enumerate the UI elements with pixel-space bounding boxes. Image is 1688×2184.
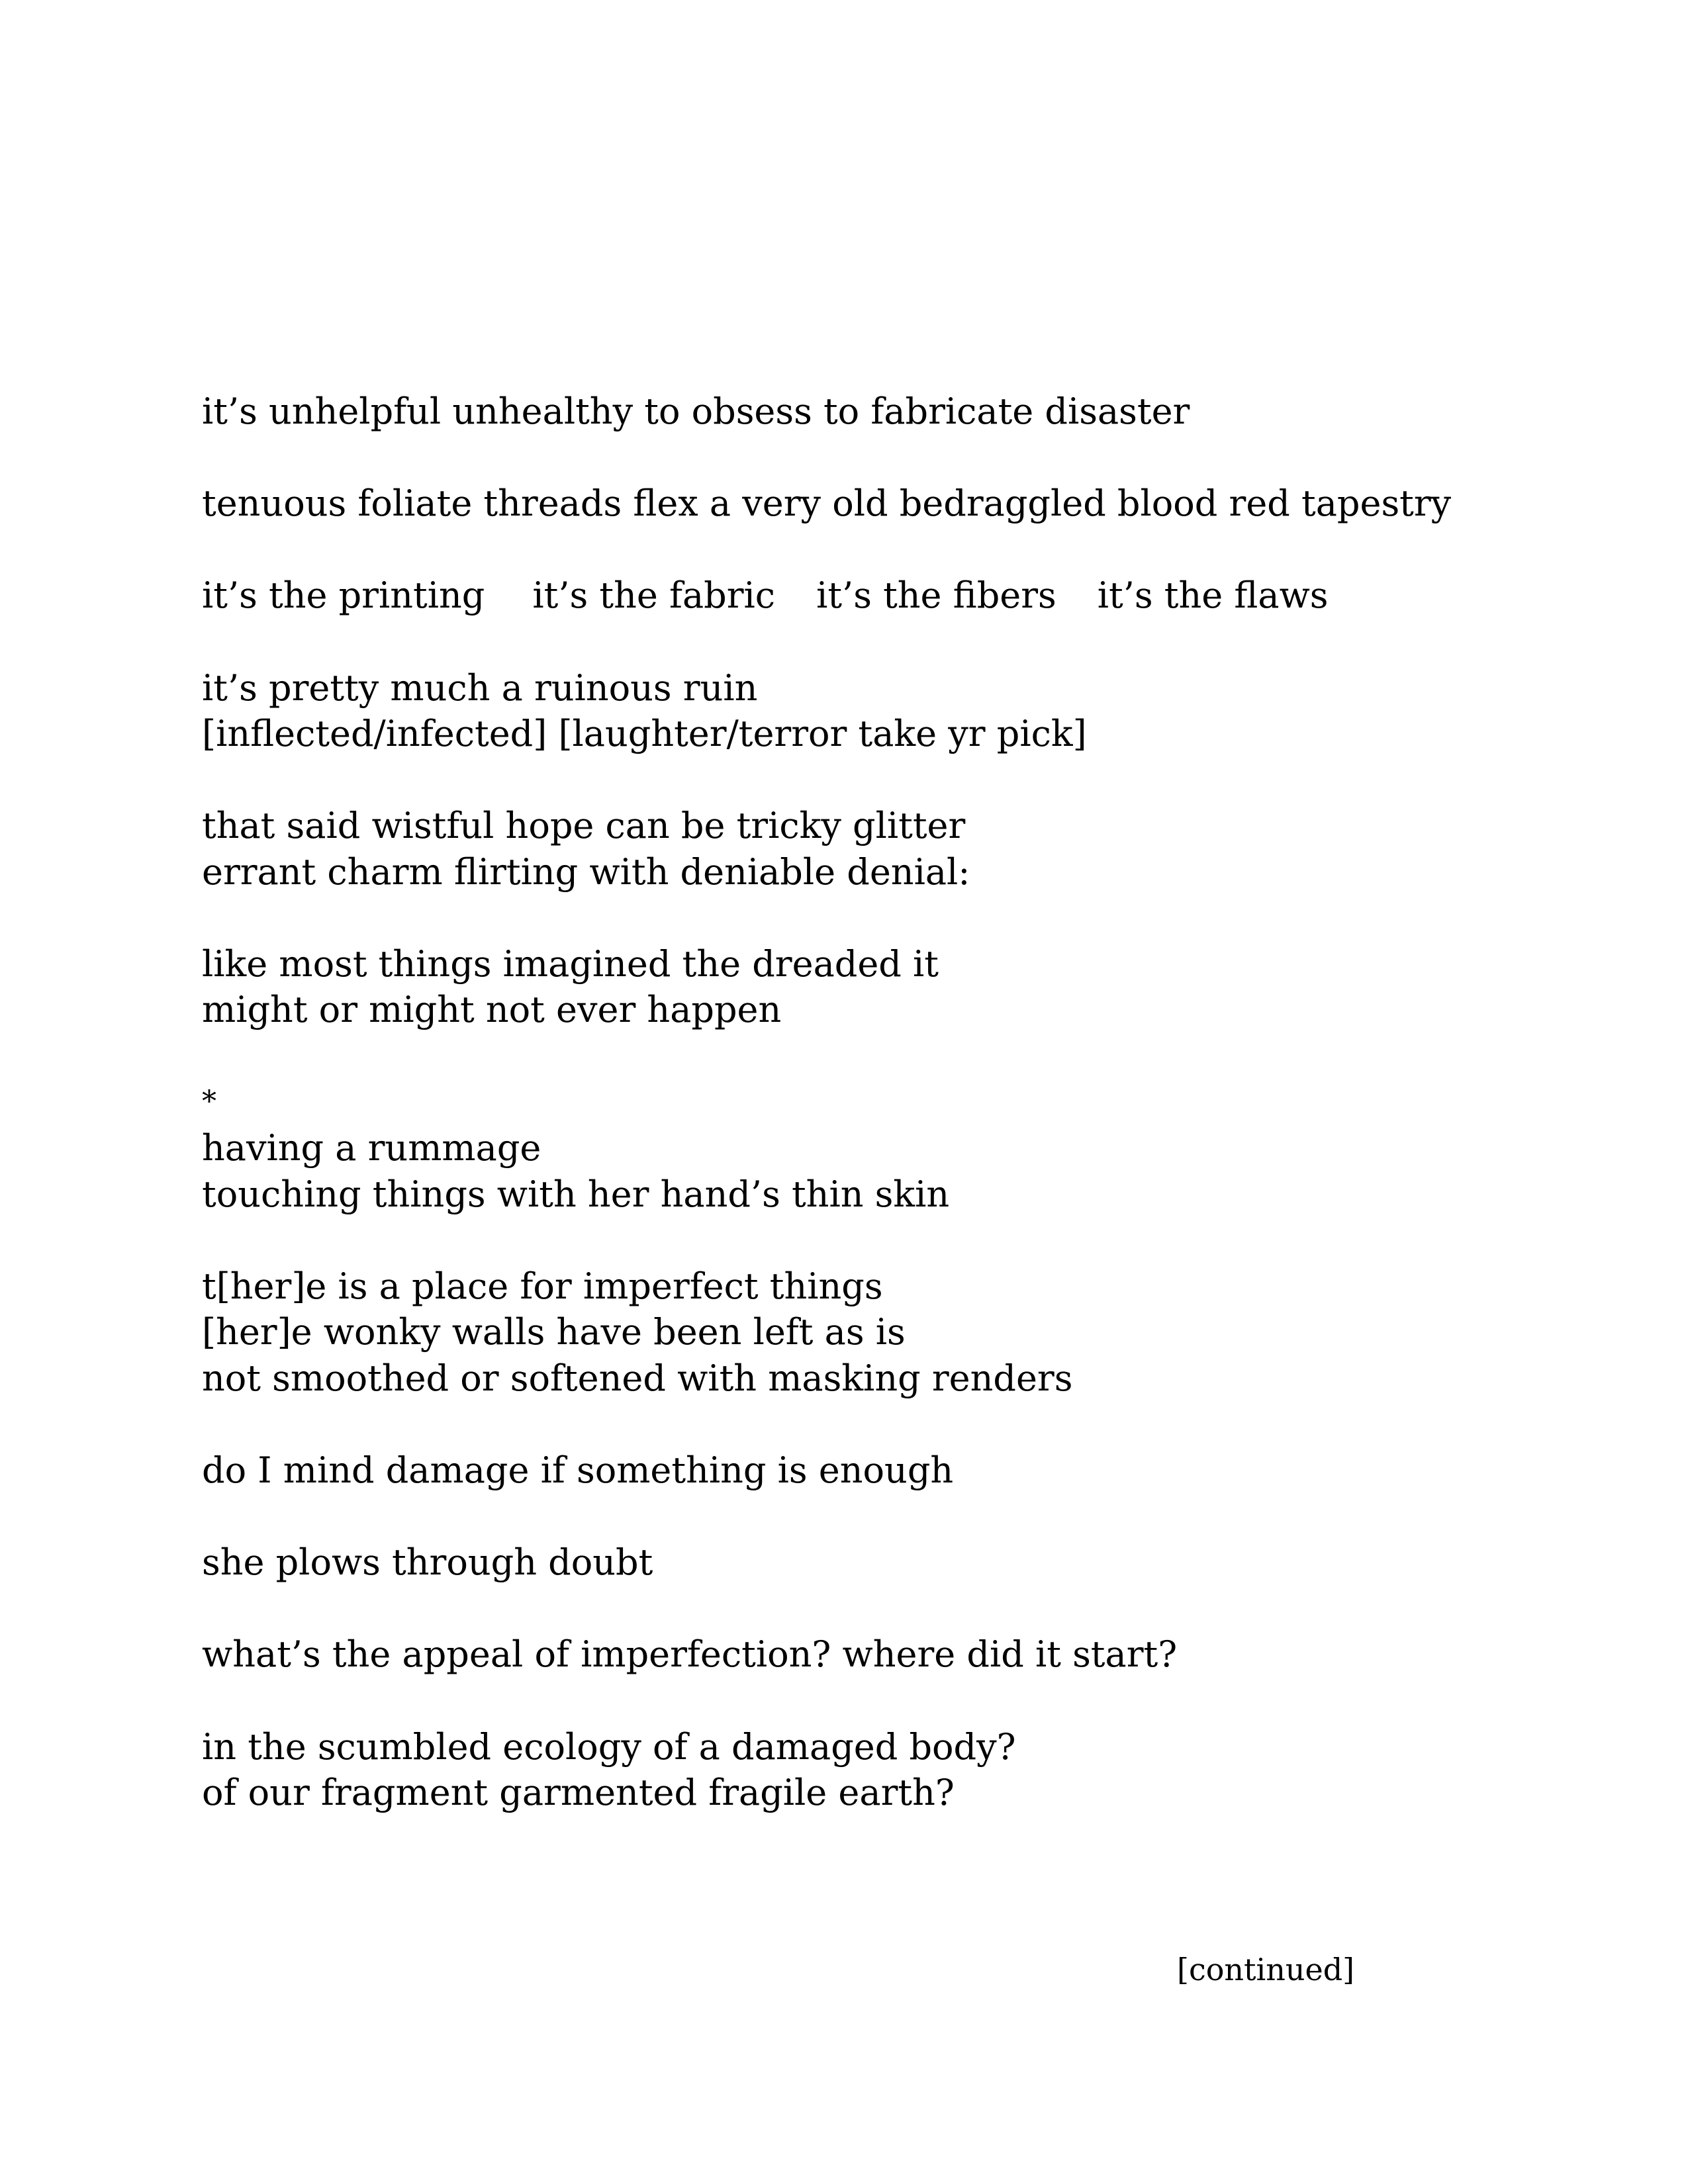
- section-divider-asterisk: *: [202, 1085, 216, 1118]
- phrase-fibers: it’s the fibers: [816, 574, 1056, 616]
- poem-line-5: [inflected/infected] [laughter/terror take yr pick]: [202, 713, 1087, 754]
- poem-line-4: it’s pretty much a ruinous ruin: [202, 667, 758, 709]
- poem-line-8: like most things imagined the dreaded it: [202, 943, 939, 985]
- poem-line-19: of our fragment garmented fragile earth?: [202, 1772, 955, 1813]
- poem-line-17: what’s the appeal of imperfection? where did it start?: [202, 1633, 1178, 1675]
- phrase-flaws: it’s the flaws: [1097, 574, 1329, 616]
- poem-line-2: tenuous foliate threads flex a very old bedraggled blood red tapestry: [202, 482, 1452, 524]
- phrase-fabric: it’s the fabric: [532, 574, 776, 616]
- poem-line-14: not smoothed or softened with masking renders: [202, 1357, 1073, 1399]
- poem-line-6: that said wistful hope can be tricky glitter: [202, 805, 966, 846]
- poem-line-1: it’s unhelpful unhealthy to obsess to fabricate disaster: [202, 390, 1190, 432]
- poem-line-3: [202, 574, 1329, 616]
- poem-line-12: t[her]e is a place for imperfect things: [202, 1265, 883, 1307]
- poem-line-11: touching things with her hand’s thin skin: [202, 1173, 950, 1215]
- poem-line-13: [her]e wonky walls have been left as is: [202, 1311, 906, 1353]
- continued-note: [continued]: [1177, 1952, 1355, 1987]
- poem-line-18: in the scumbled ecology of a damaged body?: [202, 1726, 1016, 1768]
- poem-line-10: having a rummage: [202, 1127, 541, 1169]
- poem-line-7: errant charm flirting with deniable denial:: [202, 851, 970, 893]
- poem-line-15: do I mind damage if something is enough: [202, 1449, 954, 1491]
- poem-line-16: she plows through doubt: [202, 1541, 653, 1583]
- phrase-printing: it’s the printing: [202, 574, 485, 616]
- poem-line-9: might or might not ever happen: [202, 989, 782, 1030]
